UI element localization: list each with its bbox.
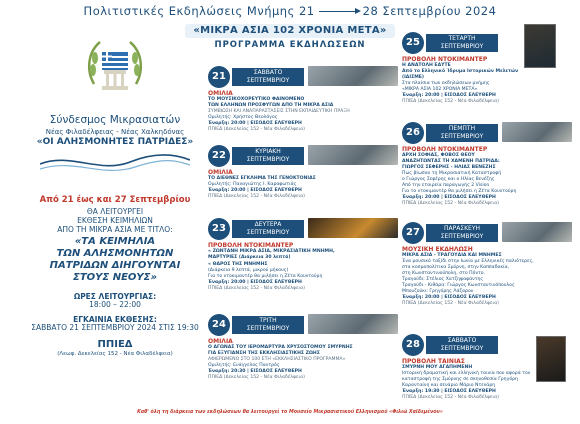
venue-address: (Λεωφ. Δεκελείας 152 - Νέα Φιλαδέλφεια) bbox=[57, 351, 173, 357]
exhibition-title-line: ΣΤΟΥΣ ΝΕΟΥΣ» bbox=[73, 272, 157, 283]
exhibition-line-1: ΘΑ ΛΕΙΤΟΥΡΓΕΙ bbox=[86, 207, 144, 216]
event-weekday: ΣΑΒΒΑΤΟ bbox=[447, 337, 477, 344]
event-line: Πως βίωσαν τη Μικρασιατική Καταστροφή bbox=[402, 171, 502, 176]
event-date-badge: 27 bbox=[402, 222, 424, 244]
event-month: ΣΕΠΤΕΜΒΡΙΟΥ bbox=[246, 156, 290, 163]
event-date-badge: 22 bbox=[208, 145, 230, 167]
event-date-badge: 21 bbox=[208, 66, 230, 88]
event-day-label bbox=[232, 68, 304, 86]
event-line: ΓΙΑ ΕΞΥΓΙΑΝΣΗ ΤΗΣ ΕΚΚΛΗΣΙΑΣΤΙΚΗΣ ΖΩΗΣ bbox=[208, 351, 320, 356]
event-line: Έναρξη: 20:00 | ΕΙΣΟΔΟΣ ΕΛΕΥΘΕΡΗ bbox=[208, 188, 302, 193]
event-title: ΠΡΟΒΟΛΗ ΝΤΟΚΙΜΑΝΤΕΡ bbox=[402, 56, 488, 63]
event-day-label bbox=[426, 34, 498, 52]
association-name: Σύνδεσμος Μικρασιατών bbox=[49, 114, 181, 126]
event-day-label bbox=[232, 147, 304, 165]
inauguration-value: ΣΑΒΒΑΤΟ 21 ΣΕΠΤΕΜΒΡΙΟΥ 2024 ΣΤΙΣ 19:30 bbox=[31, 323, 199, 332]
event-line: Τραγούδι: Στέλιος Χατζηφαφάντης bbox=[402, 277, 484, 282]
event-day-label bbox=[232, 220, 304, 238]
event-month: ΣΕΠΤΕΜΒΡΙΟΥ bbox=[440, 233, 484, 240]
event-title: ΠΡΟΒΟΛΗ ΤΑΙΝΙΑΣ bbox=[402, 358, 465, 365]
event-weekday: ΤΡΙΤΗ bbox=[259, 317, 277, 324]
event-title: ΟΜΙΛΙΑ bbox=[208, 90, 233, 97]
exhibition-title-line: «ΤΑ ΚΕΙΜΗΛΙΑ bbox=[74, 236, 156, 247]
event-25-book-cover bbox=[524, 24, 556, 68]
event-line: «ΜΙΚΡΑ ΑΣΙΑ 102 ΧΡΟΝΙΑ ΜΕΤΑ» bbox=[402, 87, 478, 92]
exhibition-line-3: ΑΠΟ ΤΗ ΜΙΚΡΑ ΑΣΙΑ ΜΕ ΤΙΤΛΟ: bbox=[57, 225, 173, 234]
event-date-badge: 24 bbox=[208, 314, 230, 336]
event-line: ΠΠΙΕΔ (Δεκελείας 152 - Νέα Φιλαδέλφεια) bbox=[208, 375, 305, 380]
event-line: Ιστορική δραματική και ελληνική ταινία που αφορά τον bbox=[402, 371, 531, 376]
event-line: ΠΠΙΕΔ (Δεκελείας 152 - Νέα Φιλαδέλφεια) bbox=[402, 201, 499, 206]
event-line: Τραγούδι - Κιθάρα: Γιώργος Κωνσταντινόπουλος bbox=[402, 283, 515, 288]
arrow-icon bbox=[319, 11, 359, 12]
event-line: ΠΠΙΕΔ (Δεκελείας 152 - Νέα Φιλαδέλφεια) bbox=[402, 395, 499, 400]
event-month: ΣΕΠΤΕΜΒΡΙΟΥ bbox=[440, 345, 484, 352]
event-line: Ομιλητής: Παναγιώτης Ι. Καραφωτιάς bbox=[208, 182, 297, 187]
event-line: Από το Ελληνικό Ίδρυμα Ιστορικών Μελετών bbox=[402, 69, 519, 74]
event-date-badge: 25 bbox=[402, 32, 424, 54]
event-weekday: ΣΑΒΒΑΤΟ bbox=[253, 69, 283, 76]
event-line: ΤΩΝ ΕΛΛΗΝΩΝ ΠΡΟΣΦΥΓΩΝ ΑΠΟ ΤΗ ΜΙΚΡΑ ΑΣΙΑ bbox=[208, 103, 334, 108]
event-photo bbox=[308, 218, 398, 238]
event-photo bbox=[308, 314, 398, 334]
event-line: ΑΦΙΕΡΩΜΕΝΟ ΣΤΟ 100 ΕΤΗ «ΕΚΚΛΗΣΙΑΣΤΙΚΟ ΠΡΟΓΡΑΜΜΑ» bbox=[208, 357, 346, 362]
event-line: ΠΠΙΕΔ (Δεκελείας 152 - Νέα Φιλαδέλφεια) bbox=[402, 99, 499, 104]
event-title: ΠΡΟΒΟΛΗ ΝΤΟΚΙΜΑΝΤΕΡ bbox=[208, 242, 294, 249]
event-date-badge: 28 bbox=[402, 334, 424, 356]
event-line: Από την εταιρεία παραγωγής 2 Vision bbox=[402, 183, 490, 188]
event-line: ΠΠΙΕΔ (Δεκελείας 152 - Νέα Φιλαδέλφεια) bbox=[208, 194, 305, 199]
event-line: Έναρξη: 20:00 | ΕΙΣΟΔΟΣ ΕΛΕΥΘΕΡΗ bbox=[208, 280, 302, 285]
event-line: Έναρξη: 20:00 | ΕΙΣΟΔΟΣ ΕΛΕΥΘΕΡΗ bbox=[402, 195, 496, 200]
event-line: Έναρξη: 20:30 | ΕΙΣΟΔΟΣ ΕΛΕΥΘΕΡΗ bbox=[208, 369, 302, 374]
event-title: ΟΜΙΛΙΑ bbox=[208, 338, 233, 345]
event-date-badge: 23 bbox=[208, 218, 230, 240]
event-line: ΣΜΥΡΝΗ ΜΟΥ ΑΓΑΠΗΜΕΝΗ bbox=[402, 365, 473, 370]
event-line: ΠΠΙΕΔ (Δεκελείας 152 - Νέα Φιλαδέλφεια) bbox=[208, 127, 305, 132]
event-line: « ΘΑΡΟΣ ΤΗΣ ΜΝΗΜΗΣ bbox=[208, 262, 268, 267]
event-day-label bbox=[426, 124, 498, 142]
event-month: ΣΕΠΤΕΜΒΡΙΟΥ bbox=[246, 325, 290, 332]
event-28-film-poster bbox=[536, 336, 566, 382]
event-line: Ομιλητής: Ευάγγελος Παντρός bbox=[208, 363, 280, 368]
inauguration-label: ΕΓΚΑΙΝΙΑ ΕΚΘΕΣΗΣ: bbox=[73, 315, 157, 324]
event-photo bbox=[502, 122, 572, 142]
event-day-label bbox=[426, 224, 498, 242]
event-line: (ΙΔΙΣΜΕ) bbox=[402, 75, 425, 80]
event-day-label bbox=[232, 316, 304, 334]
event-weekday: ΚΥΡΙΑΚΗ bbox=[255, 148, 281, 155]
header-title-start: Πολιτιστικές Εκδηλώσεις Μνήμης 21 bbox=[83, 4, 315, 18]
event-line: Για το ντοκιμαντέρ θα μιλήσει η Ζέτα Κουντούρη bbox=[402, 189, 517, 194]
event-line: Η ΑΝΑΤΟΛΗ ΕΑΥΤΕ bbox=[402, 63, 451, 68]
event-line: ΠΠΙΕΔ (Δεκελείας 152 - Νέα Φιλαδέλφεια) bbox=[208, 286, 305, 291]
event-line: Έναρξη: 19:30 | ΕΙΣΟΔΟΣ ΕΛΕΥΘΕΡΗ bbox=[402, 389, 496, 394]
footer-note: Καθ' όλη τη διάρκεια των εκδηλώσεων θα λειτουργεί το Μουσείο Μικρασιατικού Ελληνισμού «Φιλιώ Χαϊδεμένου» bbox=[137, 410, 443, 415]
hours-value: 18:00 – 22:00 bbox=[89, 300, 141, 309]
event-line: « ΖΩΝΤΑΝΗ ΜΙΚΡΑ ΑΣΙΑ, ΜΙΚΡΑΣΙΑΤΙΚΗ ΜΝΗΜΗ, bbox=[208, 249, 335, 254]
event-line: ΜΑΡΤΥΡΙΕΣ (Διάρκεια 30 λεπτά) bbox=[208, 255, 291, 260]
event-date-badge: 26 bbox=[402, 122, 424, 144]
event-line: Για το ντοκιμαντέρ θα μιλήσει η Ζέτα Κουντούρη bbox=[208, 274, 323, 279]
event-line: στη Κωνσταντινούπολη, στο Πόντο. bbox=[402, 271, 486, 276]
event-line: στα κοσμοπολίτικα Σμύρνη, στην Καππαδοκία, bbox=[402, 265, 510, 270]
header-title-end: 28 Σεπτεμβρίου 2024 bbox=[362, 4, 497, 18]
event-line: Έναρξη: 20:00 | ΕΙΣΟΔΟΣ ΕΛΕΥΘΕΡΗ bbox=[402, 295, 496, 300]
event-line: ΓΙΩΡΓΟΣ ΣΕΦΕΡΗΣ - ΗΛΙΑΣ ΒΕΝΕΖΗΣ bbox=[402, 165, 496, 170]
event-photo bbox=[502, 222, 572, 242]
event-line: ΠΠΙΕΔ (Δεκελείας 152 - Νέα Φιλαδέλφεια) bbox=[402, 301, 499, 306]
event-photo bbox=[308, 66, 398, 86]
association-motto: «ΟΙ ΑΛΗΣΜΟΝΗΤΕΣ ΠΑΤΡΙΔΕΣ» bbox=[36, 137, 194, 147]
event-line: Ομιλητής: Χρήστος Θεολόγος bbox=[208, 115, 278, 120]
event-line: Καρανταίνη και σενάριο Μάριο Ντενάρη bbox=[402, 383, 496, 388]
event-weekday: ΔΕΥΤΕΡΑ bbox=[254, 221, 282, 228]
event-line: Ένα μουσικό ταξίδι στην Ιωνία με Ελληνικές παλιότερες, bbox=[402, 259, 534, 264]
event-day-label bbox=[426, 336, 498, 354]
event-title: ΠΡΟΒΟΛΗ ΝΤΟΚΙΜΑΝΤΕΡ bbox=[402, 146, 488, 153]
event-weekday: ΤΕΤΑΡΤΗ bbox=[448, 35, 476, 42]
event-weekday: ΠΕΜΠΤΗ bbox=[448, 125, 476, 132]
event-photo bbox=[308, 145, 398, 165]
association-place: Νέας Φιλαδέλφειας - Νέας Χαλκηδόνας bbox=[45, 128, 185, 136]
event-line: Ο ΑΓΩΝΑΣ ΤΟΥ ΙΕΡΟΜΑΡΤΥΡΑ ΧΡΥΣΟΣΤΟΜΟΥ ΣΜΥΡΝΗΣ bbox=[208, 345, 353, 350]
event-title: ΜΟΥΣΙΚΗ ΕΚΔΗΛΩΣΗ bbox=[402, 246, 473, 253]
event-line: ΤΟ ΜΟΥΣΙΚΟΧΟΡΕΥΤΙΚΟ ΦΑΙΝΟΜΕΝΟ bbox=[208, 97, 305, 102]
event-line: (Διάρκεια 9 λεπτά, μικρού μήκους) bbox=[208, 268, 289, 273]
event-line: ΑΝΑΖΗΤΩΝΤΑΣ ΤΗ ΧΑΜΕΝΗ ΠΑΤΡΙΔΑ: bbox=[402, 159, 500, 164]
event-line: Στα πλαίσια των εκδηλώσεων μνήμης bbox=[402, 81, 490, 86]
event-title: ΟΜΙΛΙΑ bbox=[208, 169, 233, 176]
event-month: ΣΕΠΤΕΜΒΡΙΟΥ bbox=[440, 43, 484, 50]
event-weekday: ΠΑΡΑΣΚΕΥΗ bbox=[443, 225, 481, 232]
header-subtitle: «ΜΙΚΡΑ ΑΣΙΑ 102 ΧΡΟΝΙΑ ΜΕΤΑ» bbox=[185, 24, 395, 38]
event-line: Μπουζούκι: Γρηγόρης Λάζαρου bbox=[402, 289, 474, 294]
event-month: ΣΕΠΤΕΜΒΡΙΟΥ bbox=[246, 229, 290, 236]
event-line: ΣΥΜΒΙΩΣΗ ΚΑΙ ΑΝΑΠΑΡΑΣΤΑΣΕΙΣ ΣΤΗΝ ΕΚΠΑΙΔΕΥΤΙΚΗ ΠΡΑΞΗ bbox=[208, 109, 350, 114]
program-heading: ΠΡΟΓΡΑΜΜΑ ΕΚΔΗΛΩΣΕΩΝ bbox=[214, 40, 366, 50]
exhibition-title bbox=[0, 236, 230, 284]
exhibition-title-line: ΤΩΝ ΑΛΗΣΜΟΝΗΤΩΝ bbox=[56, 248, 174, 259]
header-title bbox=[0, 4, 580, 18]
event-month: ΣΕΠΤΕΜΒΡΙΟΥ bbox=[440, 133, 484, 140]
wave-decoration-icon bbox=[40, 150, 190, 176]
exhibition-dates: Από 21 έως και 27 Σεπτεμβρίου bbox=[39, 195, 191, 205]
event-month: ΣΕΠΤΕΜΒΡΙΟΥ bbox=[246, 77, 290, 84]
association-logo-icon bbox=[80, 30, 150, 100]
exhibition-line-2: ΕΚΘΕΣΗ ΚΕΙΜΗΛΙΩΝ bbox=[77, 216, 153, 225]
event-line: ο Γιώργος Σεφέρης και ο Ηλίας Βενέζης bbox=[402, 177, 495, 182]
event-line: Έναρξη: 20:00 | ΕΙΣΟΔΟΣ ΕΛΕΥΘΕΡΗ bbox=[402, 93, 496, 98]
exhibition-title-line: ΠΑΤΡΙΔΩΝ ΔΙΗΓΟΥΝΤΑΙ bbox=[49, 260, 181, 271]
event-line: καταστροφή της Σμύρνης σε σκηνοθεσία Γρηγόρη bbox=[402, 377, 518, 382]
event-line: ΑΡΧΗ ΣΟΦΙΑΣ, ΦΟΒΟΣ ΘΕΟΥ bbox=[402, 153, 475, 158]
event-line: ΤΟ ΔΙΕΘΝΕΣ ΕΓΚΛΗΜΑ ΤΗΣ ΓΕΝΟΚΤΟΝΙΑΣ bbox=[208, 176, 316, 181]
venue-name: ΠΠΙΕΔ bbox=[97, 339, 133, 350]
event-line: ΜΙΚΡΑ ΑΣΙΑ - ΤΡΑΓΟΥΔΙΑ ΚΑΙ ΜΝΗΜΕΣ bbox=[402, 253, 502, 258]
hours-label: ΩΡΕΣ ΛΕΙΤΟΥΡΓΙΑΣ: bbox=[73, 292, 157, 301]
event-line: Έναρξη: 20:00 | ΕΙΣΟΔΟΣ ΕΛΕΥΘΕΡΗ bbox=[208, 121, 302, 126]
